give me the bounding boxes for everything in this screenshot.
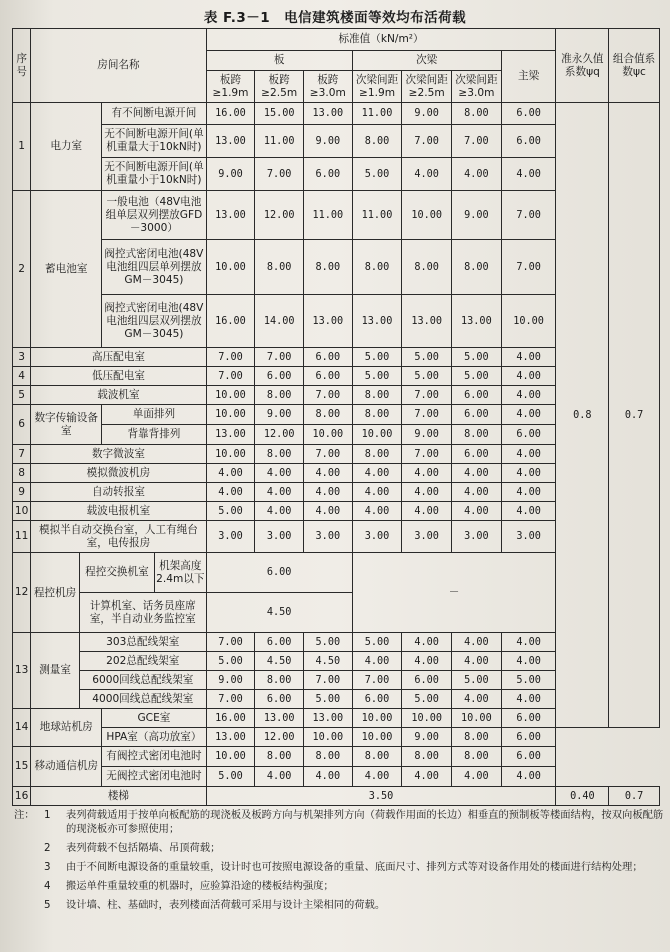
value-cell: 16.00 — [206, 103, 255, 125]
value-cell: 5.00 — [206, 502, 255, 521]
value-cell: 7.00 — [206, 690, 255, 709]
value-cell: 4.00 — [352, 652, 402, 671]
value-cell: 4.00 — [206, 464, 255, 483]
table-row — [13, 103, 660, 125]
group-label: 测量室 — [31, 633, 80, 709]
value-cell: 13.00 — [206, 191, 255, 240]
room-name: 4000回线总配线架室 — [79, 690, 206, 709]
value-cell: 4.00 — [255, 483, 304, 502]
value-cell: 13.00 — [303, 295, 352, 348]
value-cell: 8.00 — [352, 125, 402, 158]
row-seq: 4 — [13, 367, 31, 386]
value-cell: 7.00 — [352, 671, 402, 690]
value-cell: 8.00 — [452, 103, 502, 125]
value-cell: 6.00 — [255, 367, 304, 386]
row-seq: 6 — [13, 405, 31, 445]
room-name: 数字微波室 — [31, 445, 206, 464]
room-name: 程控交换机室 — [79, 553, 154, 593]
value-cell: 7.00 — [402, 125, 452, 158]
group-label: 程控机房 — [31, 553, 80, 633]
value-cell: 6.00 — [501, 728, 556, 747]
value-cell: 6.00 — [303, 348, 352, 367]
note-number: 4 — [44, 880, 51, 892]
room-name: 模拟半自动交换台室，人工有绳台室，电传报房 — [31, 521, 206, 553]
value-cell: 8.00 — [255, 671, 304, 690]
room-name: 计算机室、话务员座席室，半自动业务监控室 — [79, 593, 206, 633]
group-label: 移动通信机房 — [31, 747, 102, 787]
room-name: 无不间断电源开间(单机重量大于10kN时) — [102, 125, 206, 158]
room-name: 无不间断电源开间(单机重量小于10kN时) — [102, 158, 206, 191]
col-header-slab-3: 板跨≥3.0m — [303, 71, 352, 103]
value-cell: 4.00 — [501, 386, 556, 405]
value-cell: 6.00 — [501, 425, 556, 445]
value-cell: 4.00 — [501, 483, 556, 502]
room-name: 低压配电室 — [31, 367, 206, 386]
value-cell: 6.00 — [501, 747, 556, 767]
note-number: 3 — [44, 861, 51, 873]
note-item — [14, 808, 664, 836]
value-cell: 4.00 — [402, 633, 452, 652]
value-cell: 4.00 — [501, 158, 556, 191]
value-cell: 4.00 — [452, 464, 502, 483]
value-cell: 10.00 — [206, 747, 255, 767]
psi-c-value: 0.7 — [609, 787, 660, 806]
row-seq: 11 — [13, 521, 31, 553]
value-cell: 4.50 — [303, 652, 352, 671]
row-seq: 9 — [13, 483, 31, 502]
value-cell: 4.00 — [402, 158, 452, 191]
value-cell: 4.00 — [501, 502, 556, 521]
room-name: 楼梯 — [31, 787, 206, 806]
note-text: 表列荷载不包括隔墙、吊顶荷载； — [66, 842, 221, 854]
room-name: 无阀控式密闭电池时 — [102, 767, 206, 787]
row-seq: 1 — [13, 103, 31, 191]
value-cell: 11.00 — [352, 191, 402, 240]
value-cell: 4.00 — [501, 690, 556, 709]
value-cell: 8.00 — [352, 240, 402, 295]
value-cell: 10.00 — [206, 445, 255, 464]
value-cell: 10.00 — [402, 709, 452, 728]
value-cell: 7.00 — [402, 386, 452, 405]
value-cell: 3.00 — [303, 521, 352, 553]
note-number: 1 — [44, 809, 51, 821]
col-header-psi-q: 准永久值系数ψq — [556, 29, 609, 103]
value-cell: 13.00 — [206, 125, 255, 158]
value-cell: 5.00 — [352, 633, 402, 652]
room-name: 6000回线总配线架室 — [79, 671, 206, 690]
value-cell: 8.00 — [255, 747, 304, 767]
value-cell: 4.00 — [501, 652, 556, 671]
value-cell: 5.00 — [303, 690, 352, 709]
value-cell: 13.00 — [402, 295, 452, 348]
value-cell: 4.00 — [501, 633, 556, 652]
value-cell: 4.00 — [255, 502, 304, 521]
value-cell: 3.50 — [206, 787, 556, 806]
value-cell: 7.00 — [206, 633, 255, 652]
value-cell: 4.00 — [452, 652, 502, 671]
value-cell: 6.00 — [352, 690, 402, 709]
row-seq: 7 — [13, 445, 31, 464]
col-header-slab-2: 板跨≥2.5m — [255, 71, 304, 103]
value-cell: 4.00 — [352, 483, 402, 502]
row-seq: 13 — [13, 633, 31, 709]
value-cell: 5.00 — [352, 367, 402, 386]
value-cell: 4.00 — [452, 483, 502, 502]
value-cell: 4.00 — [352, 464, 402, 483]
value-cell: 6.00 — [303, 158, 352, 191]
value-cell: 12.00 — [255, 191, 304, 240]
value-cell: 4.00 — [452, 502, 502, 521]
value-cell: 4.00 — [501, 767, 556, 787]
load-table — [12, 28, 660, 806]
value-cell: 11.00 — [255, 125, 304, 158]
col-header-slab-1: 板跨≥1.9m — [206, 71, 255, 103]
group-label: 数字传输设备室 — [31, 405, 102, 445]
table-row — [13, 787, 660, 806]
note-text: 表列荷载适用于按单向板配筋的现浇板及板跨方向与机架排列方向（荷载作用面的长边）相垂直的预制板等楼面结构，按双向板配筋的现浇板亦可参照使用； — [66, 809, 664, 835]
value-cell: 5.00 — [452, 671, 502, 690]
room-name: 阀控式密闭电池(48V电池组四层单列摆放GM－3045) — [102, 240, 206, 295]
value-cell: 9.00 — [452, 191, 502, 240]
value-cell: 3.00 — [452, 521, 502, 553]
value-cell: 7.00 — [402, 405, 452, 425]
value-cell: 7.00 — [303, 445, 352, 464]
value-cell: 9.00 — [206, 158, 255, 191]
value-cell: 8.00 — [303, 405, 352, 425]
value-cell: 4.00 — [303, 483, 352, 502]
row-seq: 15 — [13, 747, 31, 787]
psi-q-value: 0.8 — [556, 103, 609, 728]
value-cell: 6.00 — [303, 367, 352, 386]
value-cell: 4.00 — [206, 483, 255, 502]
table-row — [13, 728, 660, 747]
value-cell: 8.00 — [452, 425, 502, 445]
value-cell: 16.00 — [206, 295, 255, 348]
value-cell: 4.00 — [501, 348, 556, 367]
value-cell: 4.00 — [352, 502, 402, 521]
value-cell: 6.00 — [402, 671, 452, 690]
col-header-standard: 标准值（kN/m²） — [206, 29, 556, 51]
note-number: 5 — [44, 899, 51, 911]
value-cell: 10.00 — [452, 709, 502, 728]
value-cell: 4.00 — [402, 502, 452, 521]
value-cell: 6.00 — [501, 103, 556, 125]
notes — [14, 808, 664, 917]
room-name: 一般电池（48V电池组单层双列摆放GFD－3000） — [102, 191, 206, 240]
value-cell: 10.00 — [352, 728, 402, 747]
room-name: 自动转报室 — [31, 483, 206, 502]
value-cell: 4.50 — [206, 593, 352, 633]
value-cell: 6.00 — [255, 690, 304, 709]
col-header-main-beam: 主梁 — [501, 51, 556, 103]
note-number: 2 — [44, 842, 51, 854]
value-cell: 4.00 — [402, 464, 452, 483]
notes-label: 注： — [14, 809, 35, 821]
col-header-secondary-beam: 次梁 — [352, 51, 501, 71]
value-cell: 5.00 — [402, 690, 452, 709]
room-name: GCE室 — [102, 709, 206, 728]
value-cell: 10.00 — [206, 240, 255, 295]
value-cell: 7.00 — [206, 367, 255, 386]
note-item — [14, 860, 664, 874]
value-cell: 13.00 — [303, 709, 352, 728]
room-name: 单面排列 — [102, 405, 206, 425]
value-cell: 4.00 — [452, 690, 502, 709]
col-header-seq: 序号 — [13, 29, 31, 103]
value-cell: 4.00 — [501, 464, 556, 483]
psi-c-value: 0.7 — [609, 103, 660, 728]
value-cell: 15.00 — [255, 103, 304, 125]
value-cell: 5.00 — [501, 671, 556, 690]
value-cell: 6.00 — [501, 709, 556, 728]
row-seq: 3 — [13, 348, 31, 367]
value-cell: 6.00 — [452, 445, 502, 464]
value-cell: 3.00 — [501, 521, 556, 553]
value-cell: 4.00 — [402, 767, 452, 787]
value-cell: 6.00 — [452, 386, 502, 405]
room-name: 模拟微波机房 — [31, 464, 206, 483]
value-cell: 5.00 — [352, 158, 402, 191]
value-cell: 3.00 — [255, 521, 304, 553]
value-cell: 7.00 — [255, 348, 304, 367]
value-cell: 5.00 — [402, 367, 452, 386]
value-cell: 9.00 — [255, 405, 304, 425]
value-cell: 4.50 — [255, 652, 304, 671]
psi-q-value: 0.40 — [556, 787, 609, 806]
col-header-psi-c: 组合值系数ψc — [609, 29, 660, 103]
value-cell: 13.00 — [255, 709, 304, 728]
value-cell: 7.00 — [402, 445, 452, 464]
value-cell: 4.00 — [402, 483, 452, 502]
value-cell: 6.00 — [255, 633, 304, 652]
value-cell: 4.00 — [452, 633, 502, 652]
row-seq: 8 — [13, 464, 31, 483]
value-cell: 8.00 — [255, 445, 304, 464]
value-cell: 10.00 — [206, 386, 255, 405]
room-name: 有阀控式密闭电池时 — [102, 747, 206, 767]
table-row — [13, 767, 660, 787]
table-row — [13, 747, 660, 767]
value-cell: 12.00 — [255, 425, 304, 445]
value-cell: 8.00 — [255, 240, 304, 295]
value-cell: 9.00 — [402, 425, 452, 445]
value-cell: 13.00 — [352, 295, 402, 348]
value-cell: 8.00 — [303, 240, 352, 295]
value-cell: 7.00 — [303, 386, 352, 405]
group-label: 地球站机房 — [31, 709, 102, 747]
row-seq: 2 — [13, 191, 31, 348]
note-text: 设计墙、柱、基础时，表列楼面活荷载可采用与设计主梁相同的荷载。 — [66, 899, 386, 911]
value-cell: 9.00 — [402, 103, 452, 125]
room-name: HPA室（高功放室） — [102, 728, 206, 747]
col-header-slab: 板 — [206, 51, 352, 71]
value-cell: 5.00 — [352, 348, 402, 367]
note-item — [14, 879, 664, 893]
value-cell: 9.00 — [206, 671, 255, 690]
value-cell: 6.00 — [206, 553, 352, 593]
value-cell: 10.00 — [303, 425, 352, 445]
value-cell: 5.00 — [206, 652, 255, 671]
value-cell: 4.00 — [452, 767, 502, 787]
value-cell: 4.00 — [452, 158, 502, 191]
value-cell: 9.00 — [402, 728, 452, 747]
value-cell: 7.00 — [206, 348, 255, 367]
value-cell: 8.00 — [352, 405, 402, 425]
value-cell: 6.00 — [501, 125, 556, 158]
value-cell: 5.00 — [206, 767, 255, 787]
value-cell: 7.00 — [501, 240, 556, 295]
value-cell: 4.00 — [303, 767, 352, 787]
room-name: 阀控式密闭电池(48V电池组四层双列摆放GM－3045) — [102, 295, 206, 348]
value-cell: 10.00 — [402, 191, 452, 240]
value-cell: 8.00 — [402, 747, 452, 767]
value-cell: 4.00 — [501, 445, 556, 464]
value-cell: 8.00 — [352, 747, 402, 767]
value-cell: 10.00 — [352, 425, 402, 445]
value-cell: 8.00 — [402, 240, 452, 295]
room-name: 有不间断电源开间 — [102, 103, 206, 125]
col-header-beam-2: 次梁间距≥2.5m — [402, 71, 452, 103]
value-cell: 4.00 — [255, 464, 304, 483]
value-cell: 8.00 — [452, 747, 502, 767]
value-cell: 8.00 — [255, 386, 304, 405]
value-cell: 10.00 — [352, 709, 402, 728]
value-cell: 8.00 — [452, 728, 502, 747]
value-cell: 3.00 — [352, 521, 402, 553]
value-cell: 10.00 — [206, 405, 255, 425]
note-text: 搬运单件重量较重的机器时，应验算沿途的楼板结构强度； — [66, 880, 334, 892]
value-cell: 11.00 — [352, 103, 402, 125]
value-cell: 4.00 — [402, 652, 452, 671]
room-name: 高压配电室 — [31, 348, 206, 367]
value-cell: 8.00 — [452, 240, 502, 295]
value-cell: 4.00 — [501, 405, 556, 425]
group-label: 电力室 — [31, 103, 102, 191]
row-seq: 12 — [13, 553, 31, 633]
value-cell: 7.00 — [255, 158, 304, 191]
value-cell: 8.00 — [352, 386, 402, 405]
value-cell: 13.00 — [452, 295, 502, 348]
value-cell: 5.00 — [452, 348, 502, 367]
table-title: 表 F.3－1 电信建筑楼面等效均布活荷载 — [203, 10, 467, 26]
value-cell: 14.00 — [255, 295, 304, 348]
value-cell: 10.00 — [501, 295, 556, 348]
value-cell: 7.00 — [452, 125, 502, 158]
dash-cell: － — [352, 553, 556, 633]
value-cell: 8.00 — [303, 747, 352, 767]
room-spec: 机架高度2.4m以下 — [154, 553, 206, 593]
value-cell: 4.00 — [303, 502, 352, 521]
value-cell: 5.00 — [452, 367, 502, 386]
group-label: 蓄电池室 — [31, 191, 102, 348]
value-cell: 13.00 — [303, 103, 352, 125]
room-name: 202总配线架室 — [79, 652, 206, 671]
col-header-beam-1: 次梁间距≥1.9m — [352, 71, 402, 103]
value-cell: 5.00 — [303, 633, 352, 652]
row-seq: 10 — [13, 502, 31, 521]
note-item — [14, 841, 664, 855]
value-cell: 3.00 — [402, 521, 452, 553]
row-seq: 16 — [13, 787, 31, 806]
value-cell: 11.00 — [303, 191, 352, 240]
value-cell: 4.00 — [352, 767, 402, 787]
col-header-beam-3: 次梁间距≥3.0m — [452, 71, 502, 103]
value-cell: 6.00 — [452, 405, 502, 425]
value-cell: 12.00 — [255, 728, 304, 747]
value-cell: 7.00 — [501, 191, 556, 240]
value-cell: 9.00 — [303, 125, 352, 158]
value-cell: 7.00 — [303, 671, 352, 690]
value-cell: 10.00 — [303, 728, 352, 747]
value-cell: 16.00 — [206, 709, 255, 728]
room-name: 背靠背排列 — [102, 425, 206, 445]
row-seq: 14 — [13, 709, 31, 747]
room-name: 载波机室 — [31, 386, 206, 405]
value-cell: 5.00 — [402, 348, 452, 367]
room-name: 载波电报机室 — [31, 502, 206, 521]
value-cell: 4.00 — [303, 464, 352, 483]
value-cell: 3.00 — [206, 521, 255, 553]
value-cell: 13.00 — [206, 728, 255, 747]
room-name: 303总配线架室 — [79, 633, 206, 652]
col-header-room: 房间名称 — [31, 29, 206, 103]
row-seq: 5 — [13, 386, 31, 405]
value-cell: 4.00 — [501, 367, 556, 386]
note-text: 由于不间断电源设备的重量较重，设计时也可按照电源设备的重量、底面尺寸、排列方式等对设备作用处的楼面进行结构处理； — [66, 861, 643, 873]
note-item — [14, 898, 664, 912]
value-cell: 8.00 — [352, 445, 402, 464]
value-cell: 13.00 — [206, 425, 255, 445]
value-cell: 4.00 — [255, 767, 304, 787]
